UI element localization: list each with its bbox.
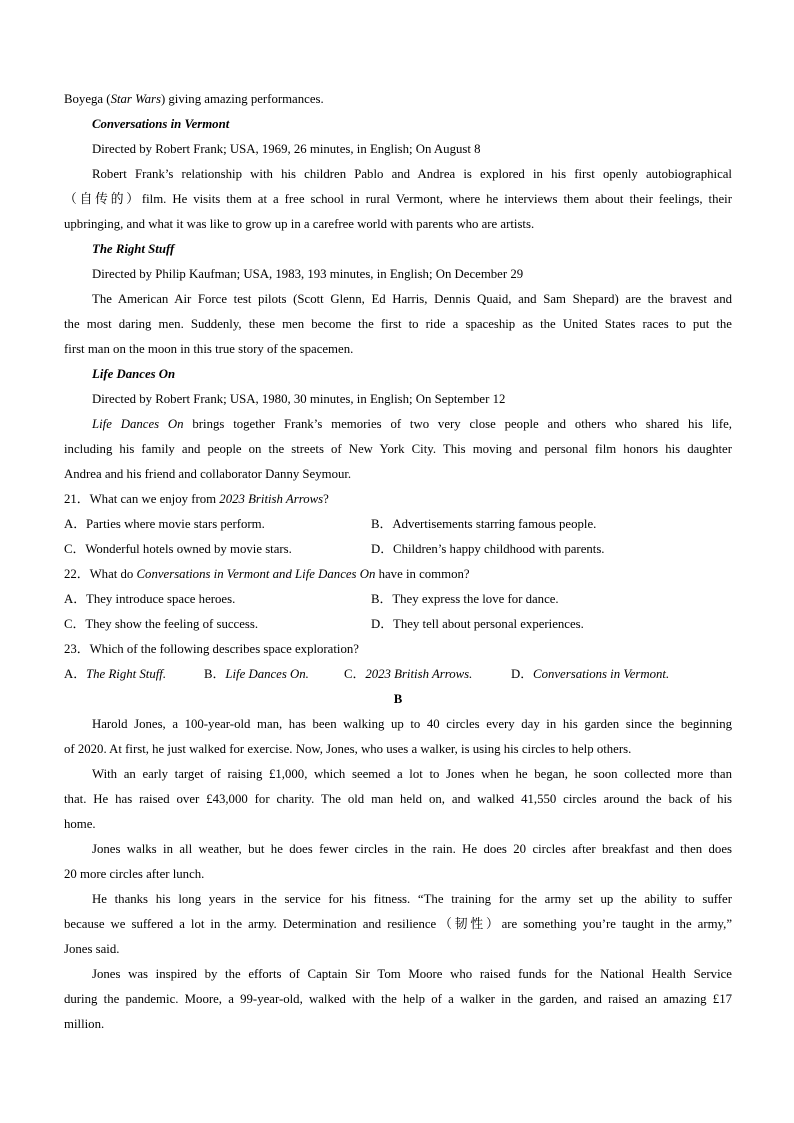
paragraph-line: during the pandemic. Moore, a 99-year-old, walked with the help of a walker in the garden, and raised an amazing £17 — [64, 992, 732, 1006]
film-title: Life Dances On — [92, 367, 176, 381]
option-d[interactable] — [511, 666, 669, 682]
stem-text: ? — [323, 492, 329, 506]
paragraph-line: Jones walks in all weather, but he does fewer circles in the rain. He does 20 circles after breakfast and then does — [92, 842, 732, 856]
paragraph-line: Harold Jones, a 100-year-old man, has been walking up to 40 circles every day in his garden since the beginning — [92, 717, 732, 731]
option-c[interactable] — [344, 666, 511, 682]
option-c[interactable]: C．They show the feeling of success. — [64, 617, 259, 631]
option-letter: A． — [64, 667, 87, 681]
option-d[interactable]: D．Children’s happy childhood with parents. — [371, 542, 605, 556]
paragraph-line: With an early target of raising £1,000, which seemed a lot to Jones when he began, he soon collected more than — [92, 767, 732, 781]
paragraph-line: that. He has raised over £43,000 for charity. The old man held on, and walked 41,550 circles around the back of his — [64, 792, 732, 806]
film-desc-line: upbringing, and what it was like to grow up in a carefree world with parents who are artists. — [64, 217, 535, 231]
question-stem: 23．Which of the following describes space exploration? — [64, 642, 359, 656]
section-heading: B — [393, 692, 403, 706]
option-a[interactable]: A．Parties where movie stars perform. — [64, 517, 265, 531]
option-text: Life Dances On. — [225, 667, 309, 681]
stem-text: have in common? — [375, 567, 470, 581]
film-title-inline: Life Dances On — [92, 417, 184, 431]
question-stem — [64, 566, 732, 582]
film-title: The Right Stuff — [92, 242, 175, 256]
paragraph-line: million. — [64, 1017, 105, 1031]
intro-tail-text: ) giving amazing performances. — [160, 92, 324, 106]
option-text: The Right Stuff. — [86, 667, 167, 681]
option-b[interactable]: B．Advertisements starring famous people. — [371, 517, 597, 531]
paragraph-line: of 2020. At first, he just walked for exercise. Now, Jones, who uses a walker, is using his circles to help others. — [64, 742, 632, 756]
film-info: Directed by Philip Kaufman; USA, 1983, 193 minutes, in English; On December 29 — [92, 267, 524, 281]
option-text: Conversations in Vermont. — [533, 667, 670, 681]
film-desc-line: including his family and people on the streets of New York City. This moving and personal film honors his daughter — [64, 442, 732, 456]
film-desc-line: first man on the moon in this true story of the spacemen. — [64, 342, 354, 356]
paragraph-line: 20 more circles after lunch. — [64, 867, 205, 881]
film-info: Directed by Robert Frank; USA, 1969, 26 minutes, in English; On August 8 — [92, 142, 481, 156]
film-desc-line — [92, 416, 732, 432]
intro-tail-line — [64, 91, 732, 107]
film-desc-line: Robert Frank’s relationship with his children Pablo and Andrea is explored in his first openly autobiographical — [92, 167, 732, 181]
stem-italic: 2023 British Arrows — [219, 492, 324, 506]
option-c[interactable]: C．Wonderful hotels owned by movie stars. — [64, 542, 292, 556]
option-letter: C． — [344, 667, 366, 681]
film-desc-line: （自传的）film. He visits them at a free school in rural Vermont, where he interviews them about their feelings, their — [64, 192, 732, 206]
option-text: 2023 British Arrows. — [365, 667, 473, 681]
paragraph-line: He thanks his long years in the service for his fitness. “The training for the army set up the ability to suffer — [92, 892, 732, 906]
intro-paren-open: ( — [103, 92, 111, 106]
paragraph-line: because we suffered a lot in the army. Determination and resilience（韧性）are something you’re taught in the army,” — [64, 917, 732, 931]
paragraph-line: Jones was inspired by the efforts of Captain Sir Tom Moore who raised funds for the National Health Service — [92, 967, 732, 981]
paragraph-line: Jones said. — [64, 942, 120, 956]
option-b[interactable] — [204, 666, 344, 682]
film-desc-line: the most daring men. Suddenly, these men become the first to ride a spaceship as the United States races to put the — [64, 317, 732, 331]
option-a[interactable]: A．They introduce space heroes. — [64, 592, 236, 606]
option-b[interactable]: B．They express the love for dance. — [371, 592, 559, 606]
option-letter: D． — [511, 667, 534, 681]
intro-film-title: Star Wars — [110, 92, 161, 106]
question-stem — [64, 491, 732, 507]
film-desc-line: The American Air Force test pilots (Scott Glenn, Ed Harris, Dennis Quaid, and Sam Shepard) are the bravest and — [92, 292, 732, 306]
film-desc-text: brings together Frank’s memories of two very close people and others who shared his life, — [183, 417, 733, 431]
stem-italic: Conversations in Vermont and Life Dances On — [136, 567, 376, 581]
option-row — [64, 666, 732, 682]
paragraph-line: home. — [64, 817, 96, 831]
intro-name: Boyega — [64, 92, 104, 106]
stem-text: 22．What do — [64, 567, 137, 581]
film-desc-line: Andrea and his friend and collaborator Danny Seymour. — [64, 467, 352, 481]
option-a[interactable] — [64, 666, 204, 682]
film-title: Conversations in Vermont — [92, 117, 230, 131]
stem-text: 21．What can we enjoy from — [64, 492, 220, 506]
option-d[interactable]: D．They tell about personal experiences. — [371, 617, 584, 631]
option-letter: B． — [204, 667, 226, 681]
film-info: Directed by Robert Frank; USA, 1980, 30 minutes, in English; On September 12 — [92, 392, 506, 406]
